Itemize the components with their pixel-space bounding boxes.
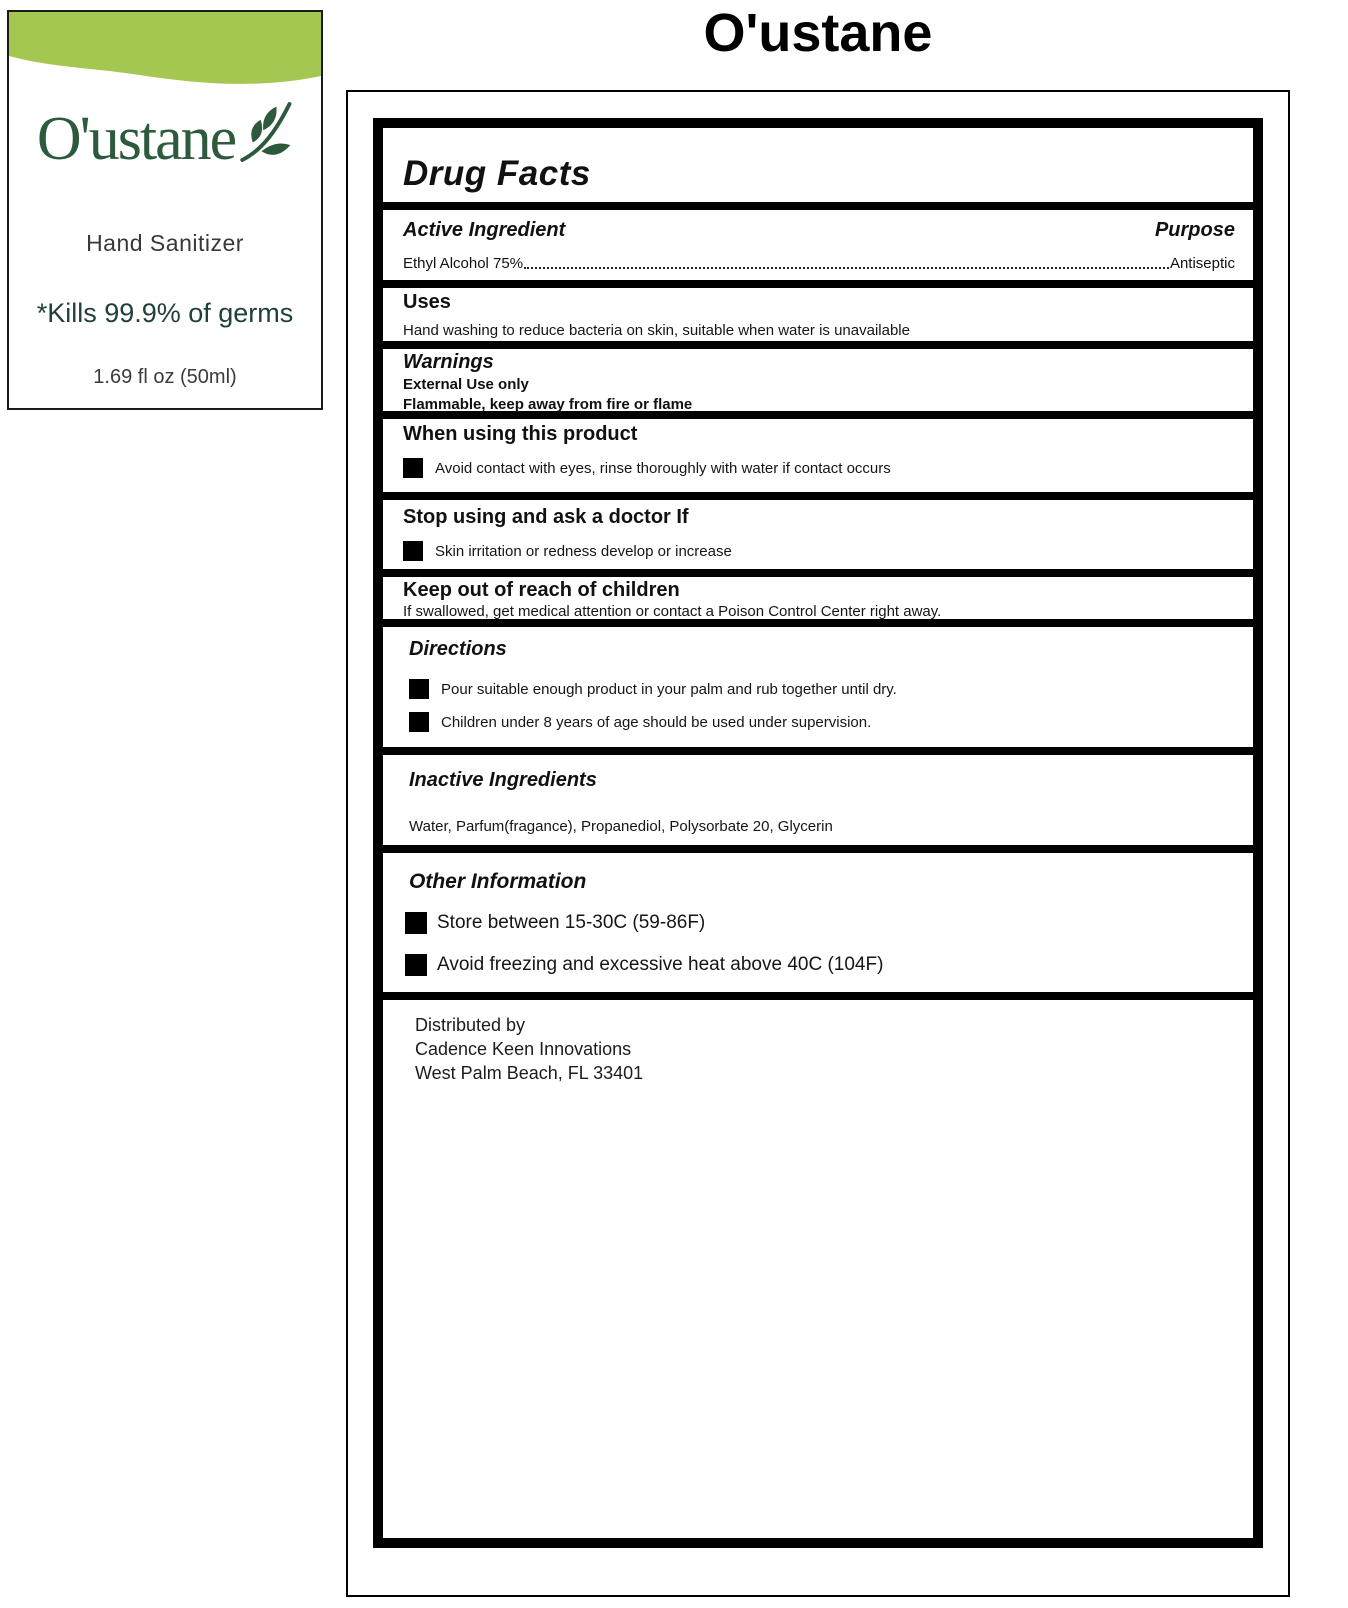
inactive-ingredients-heading: Inactive Ingredients (409, 769, 597, 791)
section-distributor (383, 1000, 1253, 1538)
square-bullet-icon (405, 954, 427, 976)
product-name: Hand Sanitizer (86, 230, 244, 256)
section-other-information (383, 853, 1253, 992)
warnings-heading: Warnings (403, 351, 494, 373)
active-ingredient-value: Ethyl Alcohol 75% (403, 255, 524, 272)
section-stop-using (383, 500, 1253, 569)
section-uses (383, 288, 1253, 341)
section-when-using (383, 419, 1253, 492)
stop-using-heading: Stop using and ask a doctor If (403, 506, 689, 528)
square-bullet-icon (403, 541, 423, 561)
square-bullet-icon (405, 912, 427, 934)
section-drug-facts-header (383, 128, 1253, 202)
distributor-line: Distributed by (415, 1015, 526, 1035)
inactive-ingredients-text: Water, Parfum(fragance), Propanediol, Polysorbate 20, Glycerin (409, 818, 833, 835)
brand-logo (9, 105, 321, 173)
section-warnings (383, 349, 1253, 411)
square-bullet-icon (409, 712, 429, 732)
other-information-heading: Other Information (409, 870, 587, 893)
active-ingredient-heading: Active Ingredient (403, 219, 566, 241)
label-sheet (346, 90, 1290, 1597)
uses-text: Hand washing to reduce bacteria on skin, suitable when water is unavailable (403, 322, 910, 339)
uses-heading: Uses (403, 291, 451, 313)
section-keep-out-of-reach (383, 577, 1253, 619)
warning-line: Flammable, keep away from fire or flame (403, 395, 693, 413)
bullet-item (403, 541, 1235, 561)
net-contents: 1.69 fl oz (50ml) (93, 366, 237, 388)
keep-out-text: If swallowed, get medical attention or contact a Poison Control Center right away. (403, 603, 942, 620)
bullet-item (409, 912, 1235, 934)
dot-leader (524, 267, 1169, 269)
when-using-bullet-text: Avoid contact with eyes, rinse thoroughly with water if contact occurs (435, 460, 891, 477)
section-directions (383, 627, 1253, 747)
other-info-bullet-text: Avoid freezing and excessive heat above 40C (104F) (437, 954, 884, 975)
when-using-heading: When using this product (403, 423, 638, 445)
brand-logo-text: O'ustane (36, 105, 236, 173)
directions-bullet-text: Children under 8 years of age should be used under supervision. (441, 714, 872, 731)
purpose-value: Antiseptic (1169, 255, 1235, 272)
drug-facts-panel (373, 118, 1263, 1548)
bullet-item (409, 712, 1235, 732)
distributor-line: West Palm Beach, FL 33401 (415, 1062, 644, 1083)
bullet-item (403, 458, 1235, 478)
keep-out-heading: Keep out of reach of children (403, 579, 680, 601)
product-label-card (7, 10, 323, 410)
bullet-item (409, 954, 1235, 976)
square-bullet-icon (409, 679, 429, 699)
bullet-item (409, 679, 1235, 699)
distributor-line: Cadence Keen Innovations (415, 1038, 632, 1059)
stop-using-bullet-text: Skin irritation or redness develop or increase (435, 543, 732, 560)
leaf-branch-icon (237, 98, 293, 166)
section-active-ingredient (383, 210, 1253, 280)
purpose-heading: Purpose (1154, 219, 1235, 241)
section-inactive-ingredients (383, 755, 1253, 845)
kills-germs-claim: *Kills 99.9% of germs (36, 298, 294, 328)
drug-facts-title: Drug Facts (403, 154, 591, 193)
square-bullet-icon (403, 458, 423, 478)
directions-bullet-text: Pour suitable enough product in your palm and rub together until dry. (441, 681, 897, 698)
warning-line: External Use only (403, 376, 529, 393)
directions-heading: Directions (409, 638, 507, 660)
green-wave-decoration (9, 12, 321, 90)
other-info-bullet-text: Store between 15-30C (59-86F) (437, 912, 706, 933)
page-title: O'ustane (703, 3, 933, 63)
